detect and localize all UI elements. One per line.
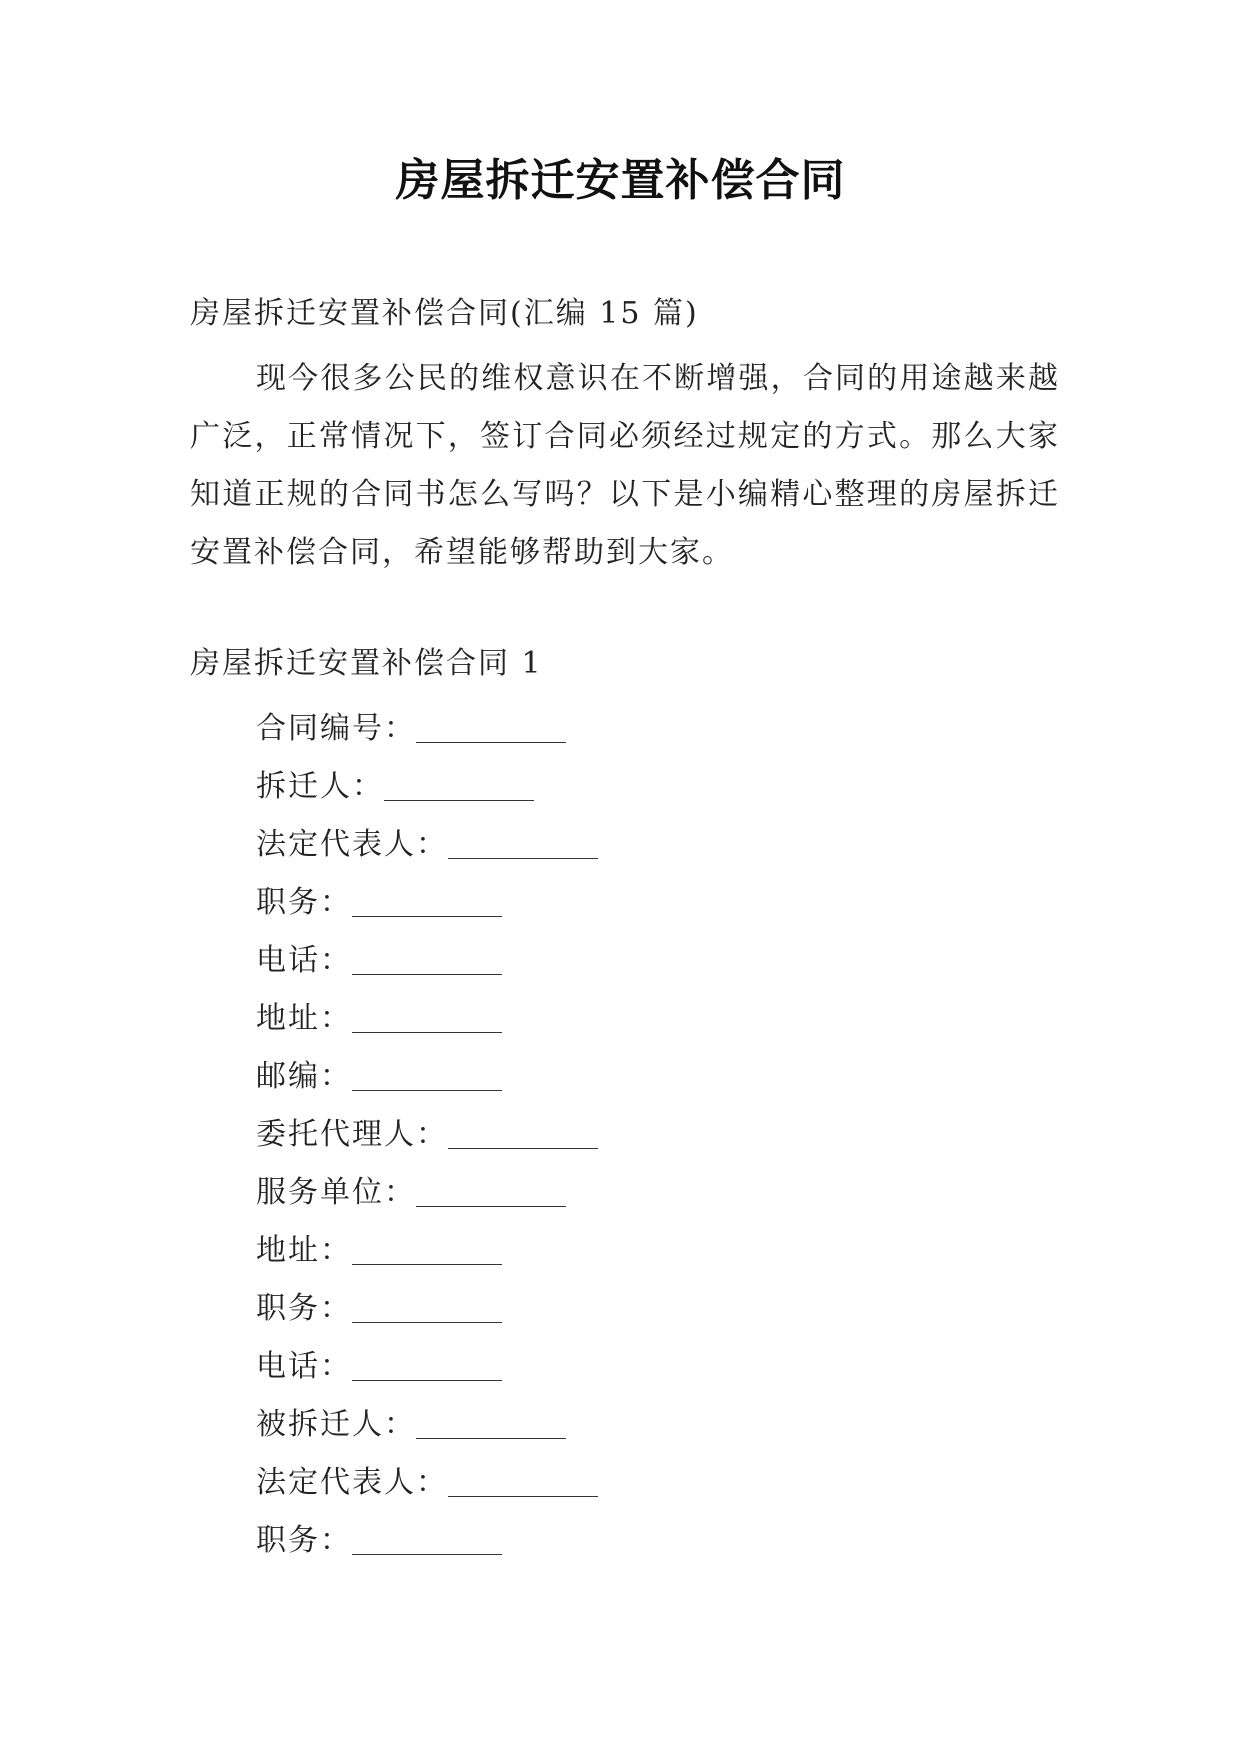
field-demolisher (256, 758, 598, 816)
field-blank-line (448, 1460, 598, 1497)
field-blank-line (416, 1402, 566, 1439)
field-blank-line (384, 764, 534, 801)
document-title: 房屋拆迁安置补偿合同 (395, 155, 846, 206)
field-label: 邮编： (256, 1059, 352, 1094)
field-blank-line (352, 1344, 502, 1381)
field-blank-line (352, 938, 502, 975)
field-position (256, 1280, 598, 1338)
field-position (256, 1512, 598, 1570)
field-blank-line (352, 1286, 502, 1323)
document-subtitle: 房屋拆迁安置补偿合同(汇编 15 篇) (190, 296, 699, 331)
field-label: 法定代表人： (256, 827, 448, 862)
field-blank-line (448, 822, 598, 859)
field-phone (256, 1338, 598, 1396)
field-demolished-party (256, 1396, 598, 1454)
field-blank-line (352, 1228, 502, 1265)
field-phone (256, 932, 598, 990)
field-label: 委托代理人： (256, 1117, 448, 1152)
field-label: 电话： (256, 1349, 352, 1384)
field-blank-line (416, 706, 566, 743)
field-label: 地址： (256, 1233, 352, 1268)
field-service-unit (256, 1164, 598, 1222)
field-label: 职务： (256, 1523, 352, 1558)
field-blank-line (352, 1054, 502, 1091)
field-label: 法定代表人： (256, 1465, 448, 1500)
field-label: 职务： (256, 1291, 352, 1326)
field-address (256, 990, 598, 1048)
field-label: 拆迁人： (256, 769, 384, 804)
contract-fields-list (256, 700, 598, 1570)
field-label: 被拆迁人： (256, 1407, 416, 1442)
field-label: 服务单位： (256, 1175, 416, 1210)
field-address (256, 1222, 598, 1280)
field-label: 合同编号： (256, 711, 416, 746)
field-label: 电话： (256, 943, 352, 978)
field-blank-line (352, 1518, 502, 1555)
field-label: 地址： (256, 1001, 352, 1036)
field-label: 职务： (256, 885, 352, 920)
field-blank-line (352, 996, 502, 1033)
field-authorized-agent (256, 1106, 598, 1164)
field-blank-line (416, 1170, 566, 1207)
field-contract-number (256, 700, 598, 758)
field-blank-line (448, 1112, 598, 1149)
field-legal-representative (256, 816, 598, 874)
intro-paragraph: 现今很多公民的维权意识在不断增强，合同的用途越来越广泛，正常情况下，签订合同必须经过规定的方式。那么大家知道正规的合同书怎么写吗？以下是小编精心整理的房屋拆迁安置补偿合同，希望能够帮助到大家。 (190, 361, 1060, 570)
section-title: 房屋拆迁安置补偿合同 1 (190, 646, 543, 681)
field-legal-representative (256, 1454, 598, 1512)
field-position (256, 874, 598, 932)
field-postcode (256, 1048, 598, 1106)
field-blank-line (352, 880, 502, 917)
